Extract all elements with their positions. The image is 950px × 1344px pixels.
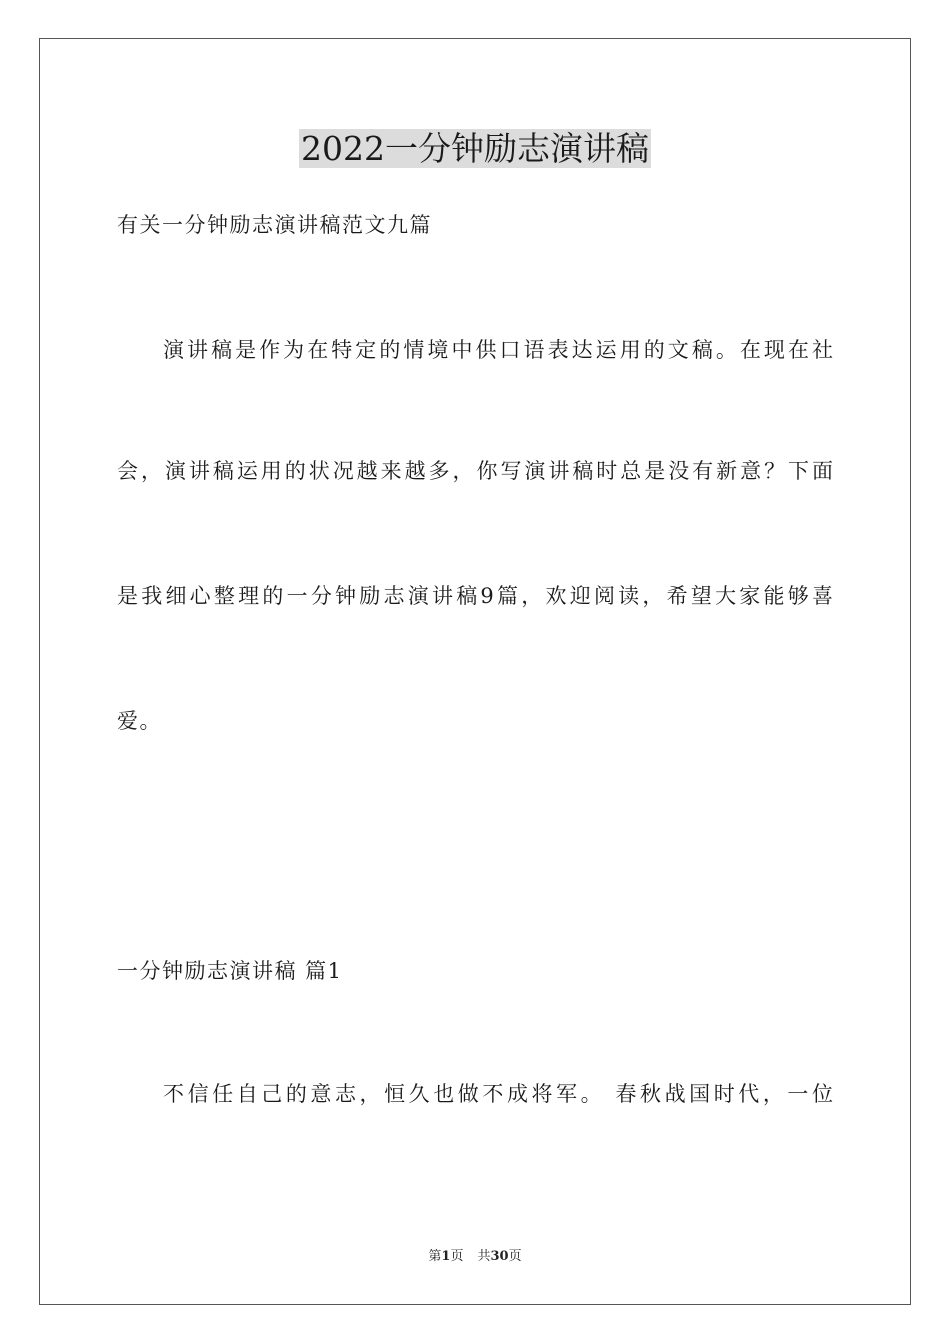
footer-total-suffix: 页 — [508, 1249, 522, 1264]
intro-line-4: 爱。 — [117, 709, 162, 733]
footer-total-prefix: 共 — [477, 1249, 491, 1264]
document-title — [0, 125, 950, 173]
intro-line-1: 演讲稿是作为在特定的情境中供口语表达运用的文稿。在现在社 — [163, 338, 833, 362]
footer-total-pages: 30 — [490, 1249, 509, 1264]
intro-line-2: 会，演讲稿运用的状况越来越多，你写演讲稿时总是没有新意？下面 — [117, 459, 833, 483]
document-subtitle: 有关一分钟励志演讲稿范文九篇 — [117, 213, 432, 237]
section-heading: 一分钟励志演讲稿 篇1 — [117, 959, 343, 983]
footer-page-suffix: 页 — [450, 1249, 464, 1264]
intro-line-3: 是我细心整理的一分钟励志演讲稿9篇，欢迎阅读，希望大家能够喜 — [117, 584, 833, 608]
footer-page-prefix: 第 — [428, 1249, 442, 1264]
section-first-line: 不信任自己的意志，恒久也做不成将军。 春秋战国时代，一位 — [163, 1082, 833, 1106]
document-title-text: 2022一分钟励志演讲稿 — [301, 129, 649, 168]
footer-page-number: 1 — [441, 1249, 451, 1264]
page-footer — [0, 1248, 950, 1266]
